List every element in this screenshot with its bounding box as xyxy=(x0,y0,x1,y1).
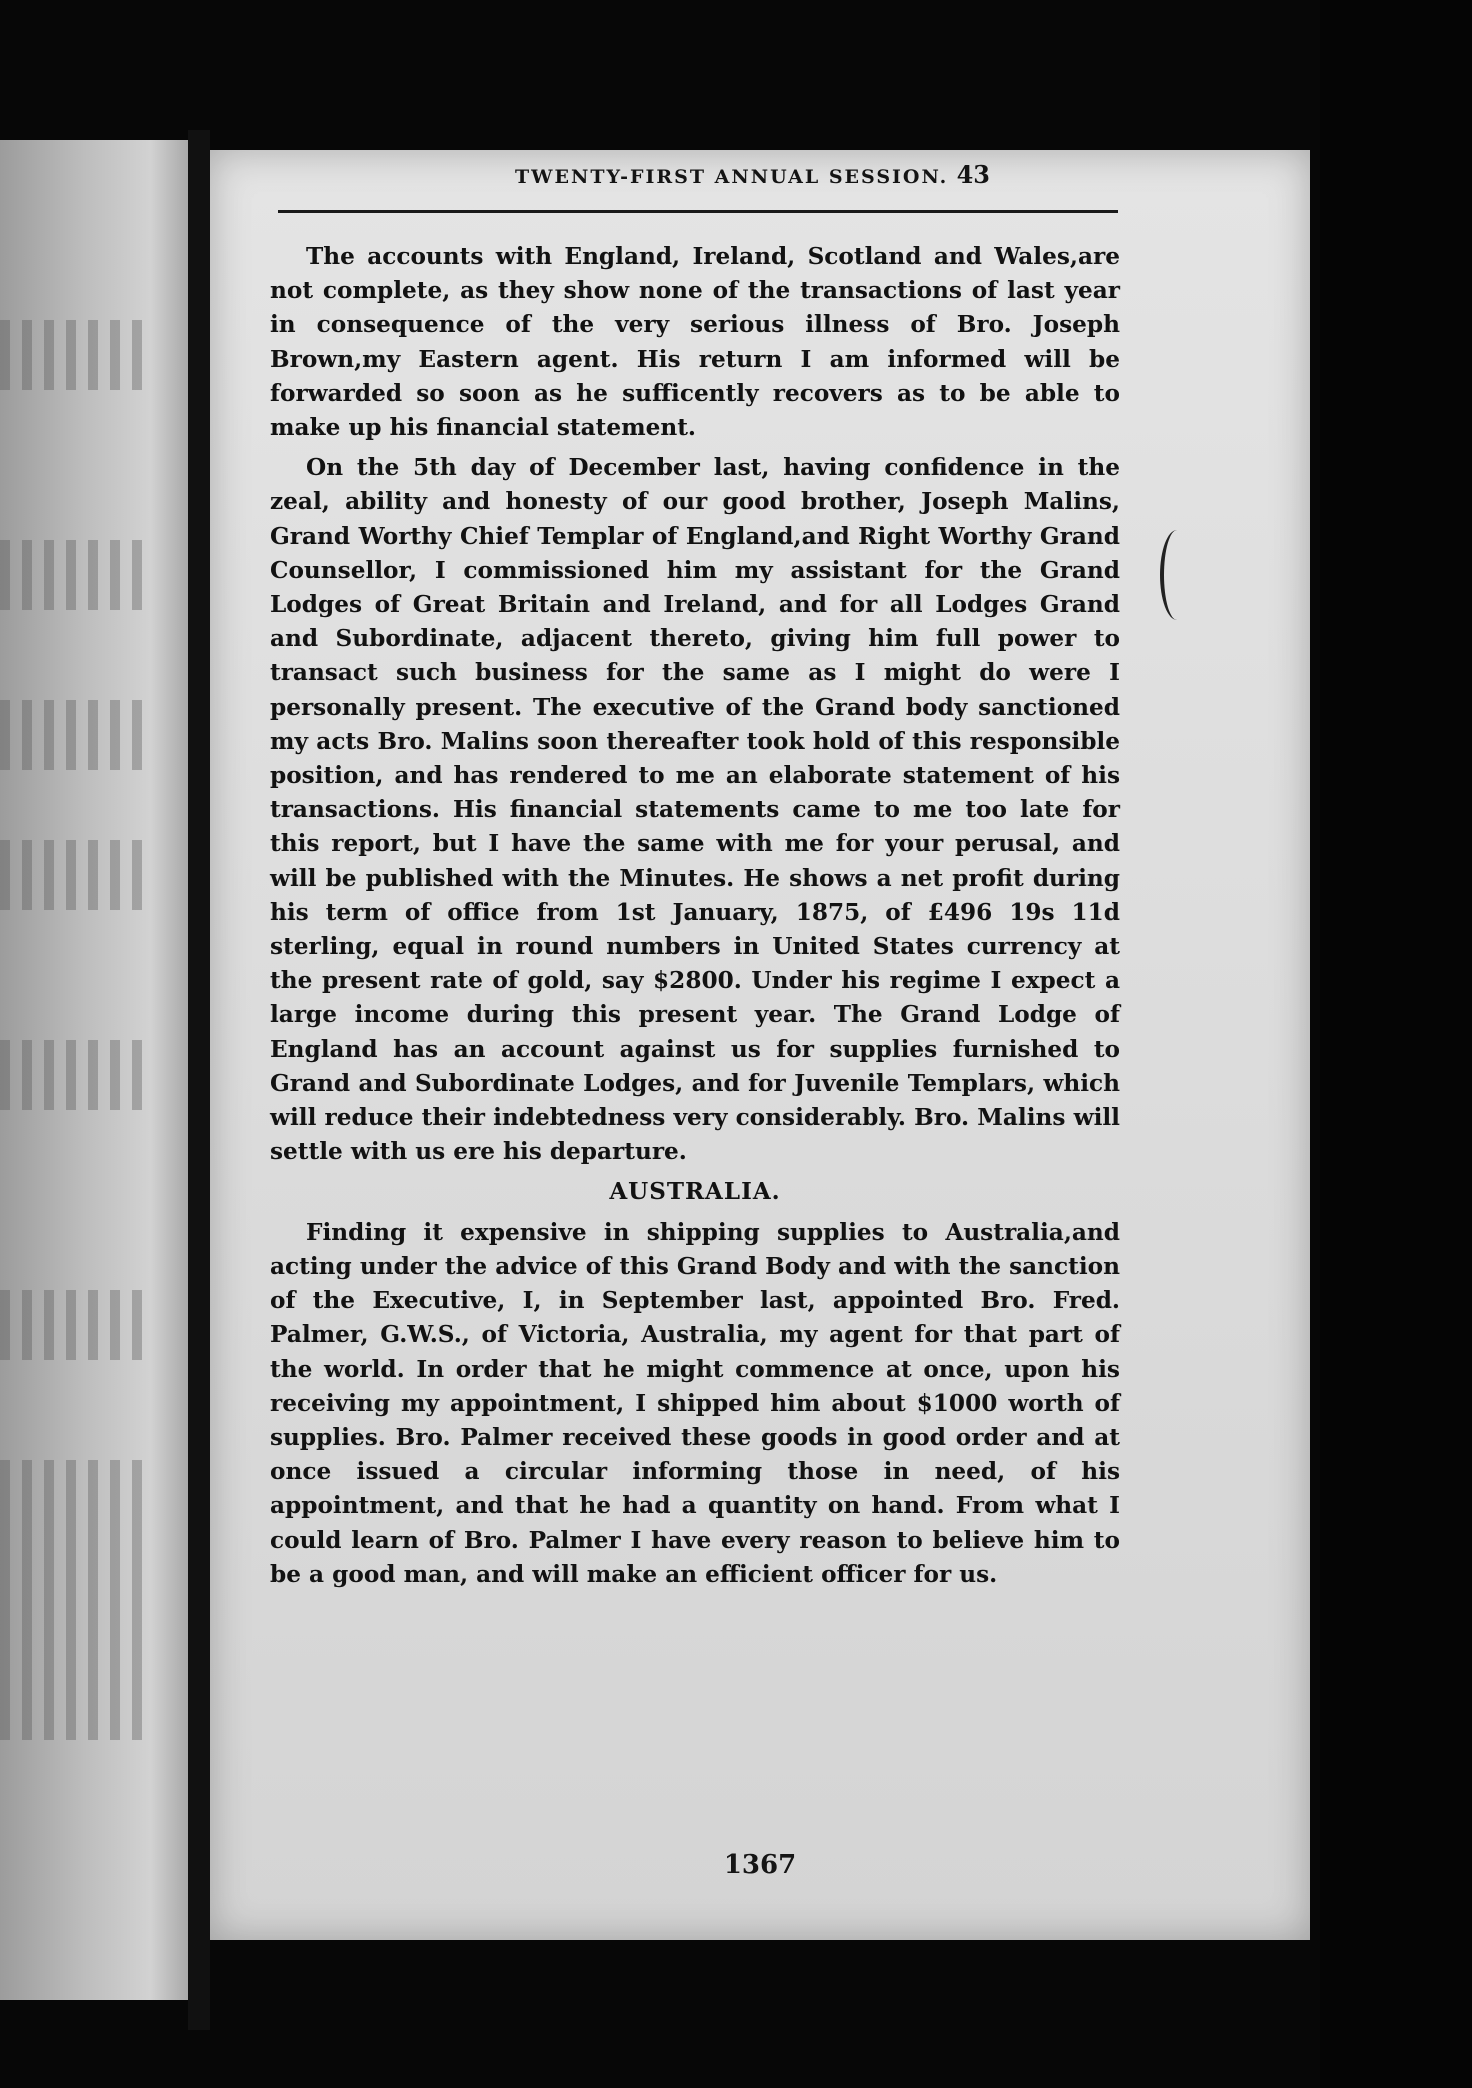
bleed-through-block xyxy=(0,840,150,910)
page-gutter xyxy=(188,130,210,2030)
page-number: 43 xyxy=(956,160,990,189)
scan-border xyxy=(1320,0,1472,2088)
bleed-through-block xyxy=(0,540,150,610)
bleed-through-block xyxy=(0,1040,150,1110)
folio-number: 1367 xyxy=(723,1850,797,1880)
bleed-through-block xyxy=(0,320,150,390)
margin-pencil-mark xyxy=(1160,530,1194,620)
header-rule xyxy=(278,210,1118,213)
paragraph: The accounts with England, Ireland, Scotland and Wales,are not complete, as they show none of the transactions of last year in consequence of the very serious illness of Bro. Joseph Brown,my Eastern agent. His return I am informed will be forwarded so soon as he sufficently recovers as to be able to make up his financial statement. xyxy=(270,243,1120,442)
bleed-through-block xyxy=(0,1460,150,1740)
section-heading: AUSTRALIA. xyxy=(609,1178,781,1206)
running-head xyxy=(300,160,990,189)
running-title: TWENTY-FIRST ANNUAL SESSION. xyxy=(515,166,949,188)
bleed-through-block xyxy=(0,700,150,770)
paragraph: On the 5th day of December last, having confidence in the zeal, ability and honesty of our good brother, Joseph Malins, Grand Worthy Chief Templar of England,and Right Worthy Grand Counsellor, I commissioned him my assistant for the Grand Lodges of Great Britain and Ireland, and for all Lodges Grand and Subordinate, adjacent thereto, giving him full power to transact such business for the same as I might do were I personally present. The executive of the Grand body sanctioned my acts Bro. Malins soon thereafter took hold of this responsible position, and has rendered to me an elaborate statement of his transactions. His financial statements came to me too late for this report, but I have the same with me for your perusal, and will be published with the Minutes. He shows a net profit during his term of office from 1st January, 1875, of £496 19s 11d sterling, equal in round numbers in United States currency at the present rate of gold, say $2800. Under his regime I expect a large income during this present year. The Grand Lodge of England has an account against us for supplies furnished to Grand and Subordinate Lodges, and for Juvenile Templars, which will reduce their indebtedness very considerably. Bro. Malins will settle with us ere his departure. xyxy=(270,454,1120,1166)
adjacent-left-page xyxy=(0,140,188,2000)
paragraph: Finding it expensive in shipping supplies to Australia,and acting under the advice of this Grand Body and with the sanction of the Executive, I, in September last, appointed Bro. Fred. Palmer, G.W.S., of Victoria, Australia, my agent for that part of the world. In order that he might commence at once, upon his receiving my appointment, I shipped him about $1000 worth of supplies. Bro. Palmer received these goods in good order and at once issued a circular informing those in need, of his appointment, and that he had a quantity on hand. From what I could learn of Bro. Palmer I have every reason to believe him to be a good man, and will make an efficient officer for us. xyxy=(270,1218,1120,1588)
bleed-through-block xyxy=(0,1290,150,1360)
body-text xyxy=(270,240,1120,1598)
